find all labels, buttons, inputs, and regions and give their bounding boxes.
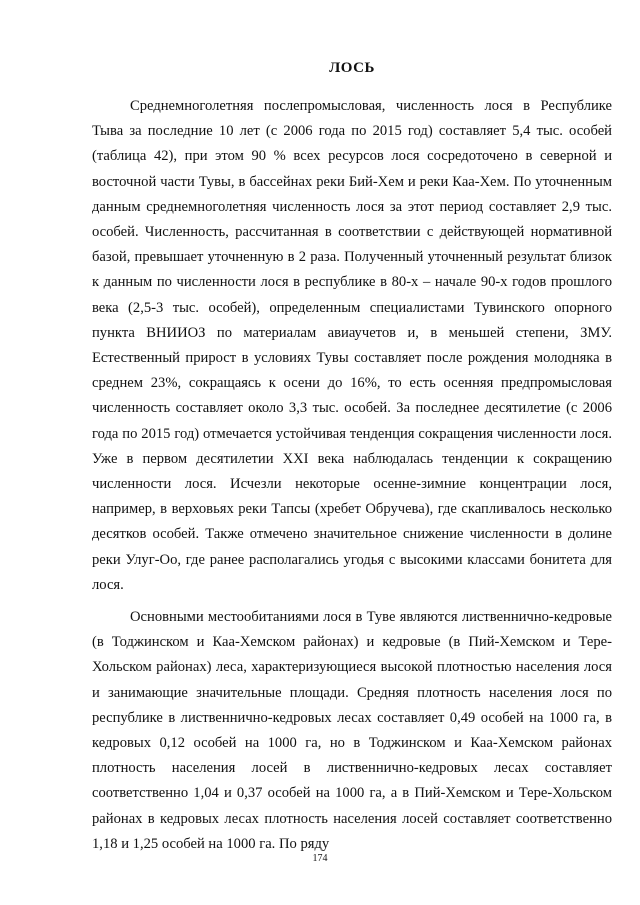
- section-title: ЛОСЬ: [329, 60, 375, 76]
- paragraph-1: Среднемноголетняя послепромысловая, численность лося в Республике Тыва за последние 10 лет (с 2006 года по 2015 год) составляет 5,4 тыс. особей (таблица 42), при этом 90 % всех ресурсов лося сосредоточено в северной и восточной части Тувы, в бассейнах реки Бий-Хем и реки Каа-Хем. По уточненным данным среднемноголетняя численность лося за этот период составляет 2,9 тыс. особей. Численность, рассчитанная в соответствии с действующей нормативной базой, превышает уточненную в 2 раза. Полученный уточненный результат близок к данным по численности лося в республике в 80-х – начале 90-х годов прошлого века (2,5-3 тыс. особей), определенным специалистами Тувинского опорного пункта ВНИИОЗ по материалам авиаучетов и, в меньшей степени, ЗМУ. Естественный прирост в условиях Тувы составляет после рождения молодняка в среднем 23%, сокращаясь к осени до 16%, то есть осенняя предпромысловая численность составляет около 3,3 тыс. особей. За последнее десятилетие (с 2006 года по 2015 год) отмечается устойчивая тенденция сокращения численности лося. Уже в первом десятилетии XXI века наблюдалась тенденции к сокращению численности лося. Исчезли некоторые осенне-зимние концентрации лося, например, в верховьях реки Тапсы (хребет Обручева), где скапливалось несколько десятков особей. Также отмечено значительное снижение численности в долине реки Улуг-Оо, где ранее располагались угодья с высокими классами бонитета для лося.: [92, 98, 612, 593]
- page-number: 174: [312, 853, 328, 864]
- paragraph-2: Основными местообитаниями лося в Туве являются лиственнично-кедровые (в Тоджинском и Каа-Хемском районах) и кедровые (в Пий-Хемском и Тере-Хольском районах) леса, характеризующиеся высокой плотностью населения лося и занимающие значительные площади. Средняя плотность населения лося по республике в лиственнично-кедровых лесах составляет 0,49 особей на 1000 га, в кедровых 0,12 особей на 1000 га, но в Тоджинском и Каа-Хемском районах плотность населения лосей в лиственнично-кедровых лесах составляет соответственно 1,04 и 0,37 особей на 1000 га, а в Пий-Хемском и Тере-Хольском районах в кедровых лесах плотность населения лосей составляет соответственно 1,18 и 1,25 особей на 1000 га. По ряду: [92, 609, 612, 852]
- document-page: [92, 58, 612, 864]
